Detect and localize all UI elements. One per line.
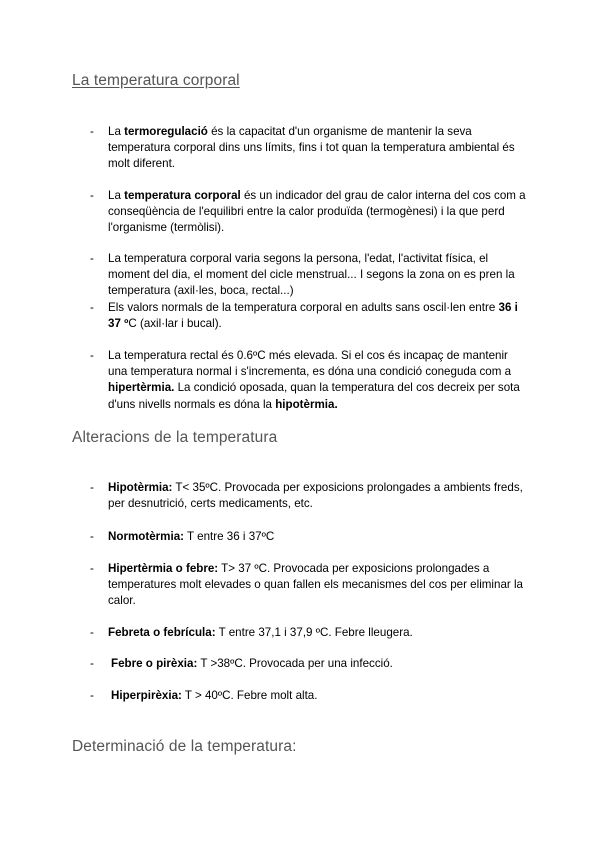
bullet-dash: - <box>90 689 94 702</box>
bullet-dash: - <box>90 562 94 575</box>
bullet-dash: - <box>90 626 94 639</box>
list-item-text: La termoregulació és la capacitat d'un organisme de mantenir la seva temperatura corporal dins uns límits, fins i tot quan la temperatura ambiental és molt diferent. <box>108 125 515 171</box>
bullet-dash: - <box>90 657 94 670</box>
list-item-text: La temperatura rectal és 0.6ºC més elevada. Si el cos és incapaç de mantenir una temperatura normal i s'incrementa, es dóna una condició coneguda com a hipertèrmia. La condició oposada, quan la temperatura del cos decreix per sota d'uns nivells normals es dóna la hipotèrmia. <box>108 349 520 411</box>
list-item-text: Normotèrmia: T entre 36 i 37ºC <box>108 530 275 543</box>
list-item-text: Hipertèrmia o febre: T> 37 ºC. Provocada per exposicions prolongades a temperatures molt elevades o quan fallen els mecanismes del cos per eliminar la calor. <box>108 562 524 608</box>
bullet-dash: - <box>90 481 94 494</box>
list-item-text: Febre o pirèxia: T >38ºC. Provocada per una infecció. <box>111 657 393 670</box>
bullet-dash: - <box>90 349 94 362</box>
list-item-text: Hipotèrmia: T< 35ºC. Provocada per exposicions prolongades a ambients freds, per desnutrició, certs medicaments, etc. <box>108 481 523 511</box>
bullet-dash: - <box>90 125 94 138</box>
list-item-text: La temperatura corporal varia segons la persona, l'edat, l'activitat física, el moment del dia, el moment del cicle menstrual... I segons la zona on es pren la temperatura (axil·les, boca, rectal...) <box>108 252 515 298</box>
list-item-text: Hiperpirèxia: T > 40ºC. Febre molt alta. <box>111 689 318 702</box>
bullet-dash: - <box>90 530 94 543</box>
bullet-dash: - <box>90 301 94 314</box>
section-title-determinacio: Determinació de la temperatura: <box>72 738 297 755</box>
list-item-text: Els valors normals de la temperatura corporal en adults sans oscil·len entre 36 i 37 ºC (axil·lar i bucal). <box>108 301 518 331</box>
section-title-alteracions: Alteracions de la temperatura <box>72 429 278 446</box>
bullet-dash: - <box>90 189 94 202</box>
list-item-text: La temperatura corporal és un indicador del grau de calor interna del cos com a conseqüència de l'equilibri entre la calor produïda (termogènesi) i la que perd l'organisme (termòlisi). <box>108 189 526 235</box>
list-item-text: Febreta o febrícula: T entre 37,1 i 37,9 ºC. Febre lleugera. <box>108 626 413 639</box>
bullet-dash: - <box>90 252 94 265</box>
section-title-temperatura-corporal: La temperatura corporal <box>72 72 240 89</box>
